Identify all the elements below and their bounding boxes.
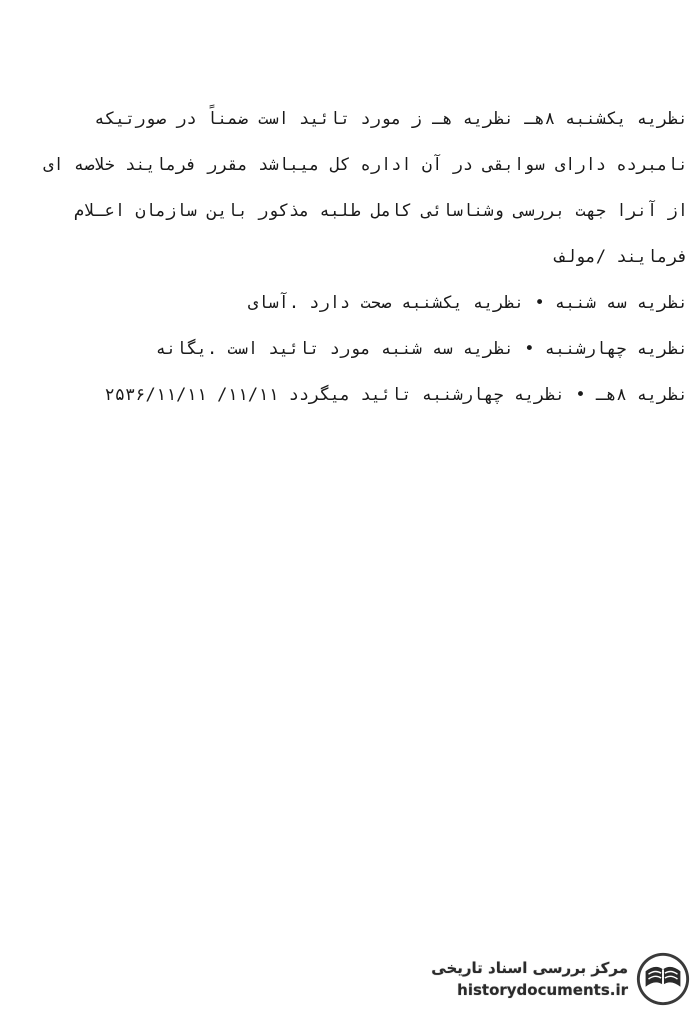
watermark-title: مرکز بررسی اسناد تاریخی (431, 959, 628, 977)
text-line-1: نظریه یکشنبه ۸هـ نظریه هـ ز مورد تائید است ضمناً در صورتیکه (94, 109, 688, 129)
watermark (402, 945, 692, 1013)
text-line-7: نظریه ۸هـ • نظریه چهارشنبه تائید میگردد ۱۱/۱۱/ ۲۵۳۶/۱۱/۱۱ (104, 385, 688, 405)
text-line-3: از آنرا جهت بررسی وشناسائی کامل طلبه مذکور باین سازمان اعـلام (73, 201, 688, 221)
book-logo-icon (634, 950, 692, 1008)
text-line-2: نامبرده دارای سوابقی در آن اداره کل میباشد مقرر فرمایند خلاصه ای (43, 155, 688, 175)
text-line-4: فرمایند /مولف (554, 247, 688, 267)
document-body (10, 96, 688, 418)
watermark-text (431, 957, 628, 1001)
watermark-url: historydocuments.ir (457, 981, 628, 999)
text-line-6: نظریه چهارشنبه • نظریه سه شنبه مورد تائید است .یگانه (155, 339, 688, 359)
text-line-5: نظریه سه شنبه • نظریه یکشنبه صحت دارد .آسای (247, 293, 688, 313)
